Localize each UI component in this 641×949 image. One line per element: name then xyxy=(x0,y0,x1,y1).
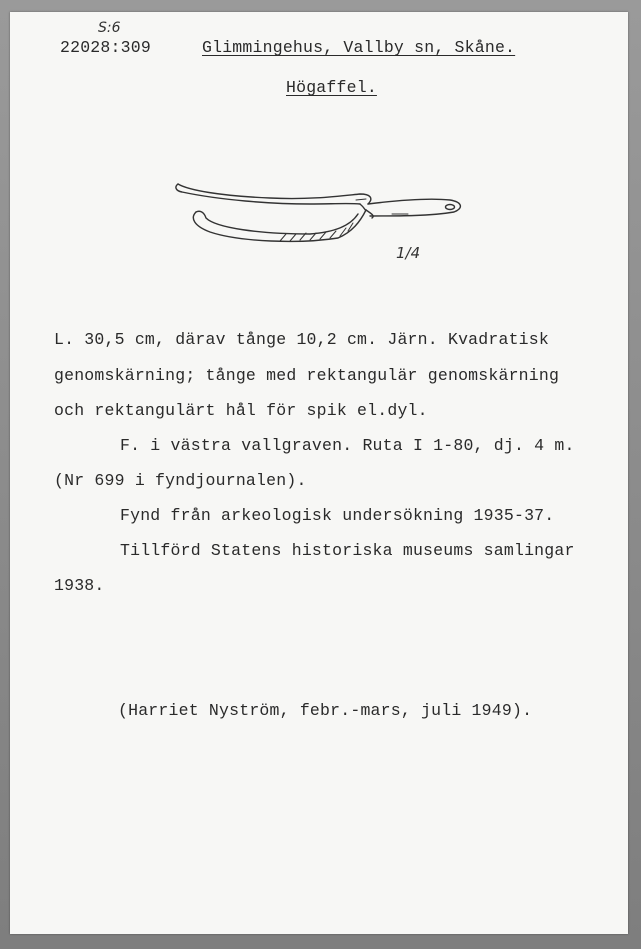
description-line-6: Fynd från arkeologisk undersökning 1935-37. xyxy=(120,506,555,525)
object-name: Högaffel. xyxy=(286,78,377,97)
description-line-2: genomskärning; tånge med rektangulär genomskärning xyxy=(54,366,560,385)
author-signature: (Harriet Nyström, febr.-mars, juli 1949). xyxy=(118,701,533,720)
scale-note: 1/4 xyxy=(396,244,421,262)
description-line-4: F. i västra vallgraven. Ruta I 1-80, dj. 4 m. xyxy=(120,436,575,455)
find-location: Glimmingehus, Vallby sn, Skåne. xyxy=(202,38,516,57)
description-line-5: (Nr 699 i fyndjournalen). xyxy=(54,471,307,490)
description-line-1: L. 30,5 cm, därav tånge 10,2 cm. Järn. Kvadratisk xyxy=(54,330,549,349)
handwritten-code: S:6 xyxy=(98,20,121,36)
description-line-3: och rektangulärt hål för spik el.dyl. xyxy=(54,401,428,420)
description-line-8: 1938. xyxy=(54,576,105,595)
pitchfork-drawing xyxy=(160,170,490,270)
description-line-7: Tillförd Statens historiska museums samlingar xyxy=(120,541,575,560)
catalog-number: 22028:309 xyxy=(60,38,151,57)
catalog-card xyxy=(10,12,628,934)
